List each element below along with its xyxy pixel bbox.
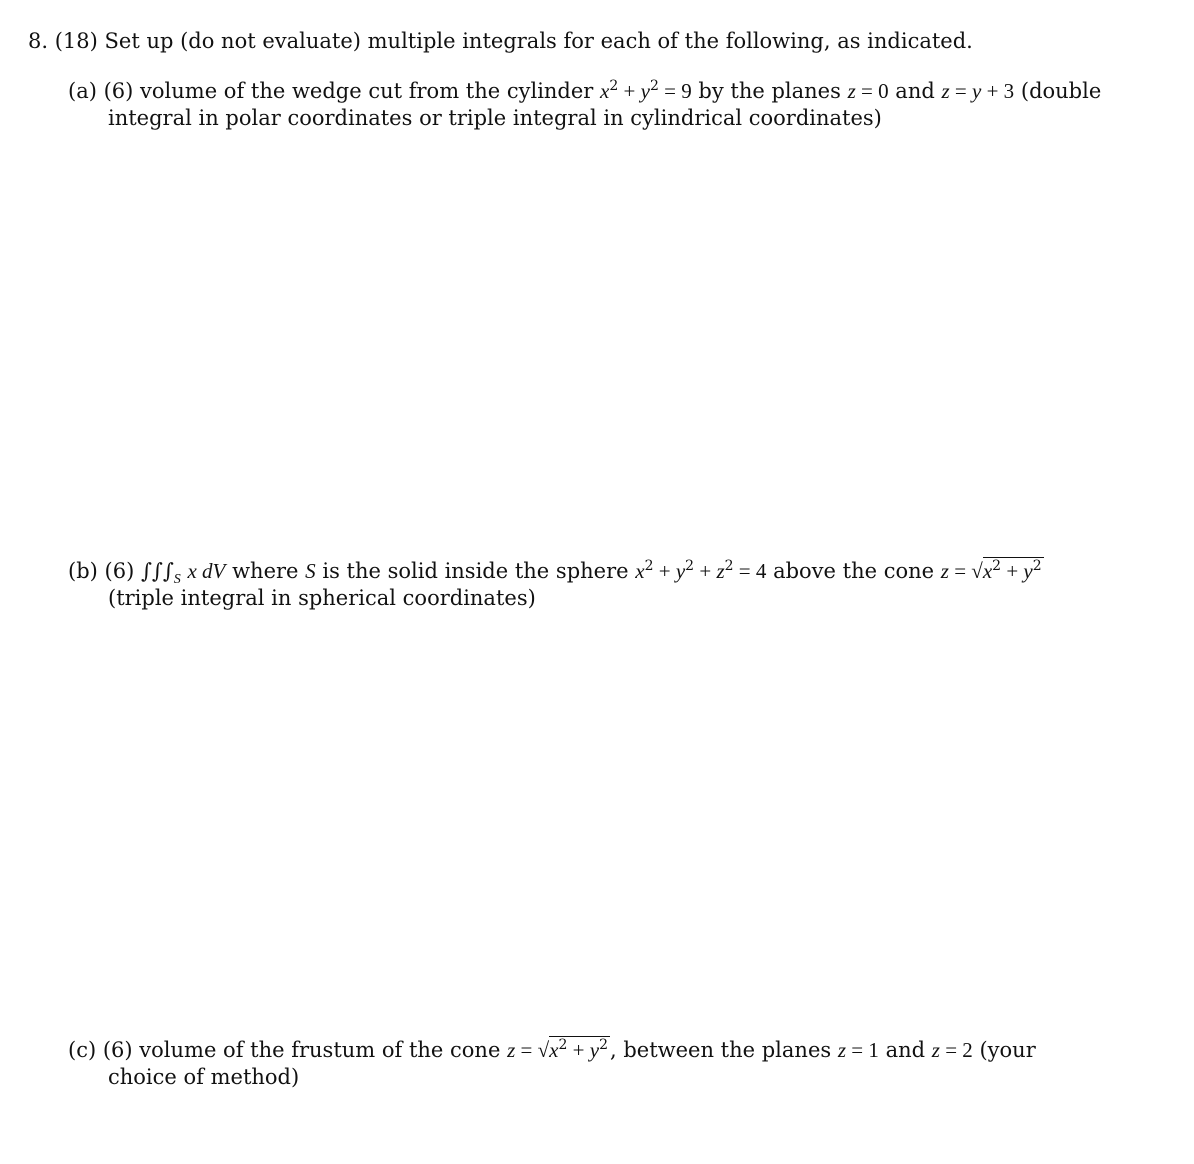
part-b-text-1: where bbox=[232, 559, 299, 583]
part-b-text-3: above the cone bbox=[773, 559, 935, 583]
problem-header bbox=[28, 28, 973, 55]
part-a-text-3: and bbox=[895, 79, 935, 103]
part-b-points: (6) bbox=[104, 559, 135, 583]
part-c-text-1: volume of the frustum of the cone bbox=[139, 1038, 501, 1062]
problem-number: 8. bbox=[28, 29, 49, 53]
part-b-label: (b) bbox=[68, 559, 98, 583]
part-a-text-4: (double bbox=[1020, 79, 1102, 103]
part-c-text-2: , between the planes bbox=[609, 1038, 832, 1062]
part-c-points: (6) bbox=[102, 1038, 133, 1062]
part-b-solid-symbol: S bbox=[305, 559, 316, 583]
part-c-plane-2: z = 2 bbox=[931, 1038, 973, 1062]
part-b-text-2: is the solid inside the sphere bbox=[322, 559, 629, 583]
part-b-line-1 bbox=[68, 558, 1044, 588]
part-c-label: (c) bbox=[68, 1038, 97, 1062]
part-a-text-1: volume of the wedge cut from the cylinder bbox=[140, 79, 594, 103]
part-b-line-2: (triple integral in spherical coordinates) bbox=[108, 586, 536, 610]
part-c-text-4: (your bbox=[979, 1038, 1036, 1062]
part-a-points: (6) bbox=[103, 79, 134, 103]
part-c-line-2: choice of method) bbox=[108, 1065, 300, 1089]
part-b-integral: $\int\int\int_S$ x dV bbox=[140, 559, 226, 588]
part-b-sphere-equation: $x^2 + y^2 + z^2 = 4$ bbox=[635, 558, 767, 583]
part-a-line-1 bbox=[68, 78, 1101, 105]
part-a-plane-1: z = 0 bbox=[847, 79, 889, 103]
part-c-cone-equation: $z = √x^2 + y^2$ bbox=[507, 1037, 608, 1062]
part-a-label: (a) bbox=[68, 79, 97, 103]
part-a-text-2: by the planes bbox=[698, 79, 841, 103]
part-c-plane-1: z = 1 bbox=[837, 1038, 879, 1062]
part-a-cylinder-equation: $x^2 + y^2 = 9$ bbox=[600, 78, 692, 103]
problem-points: (18) bbox=[54, 29, 98, 53]
part-c-text-3: and bbox=[885, 1038, 926, 1062]
part-c-line-1 bbox=[68, 1037, 1036, 1064]
part-a-line-2: integral in polar coordinates or triple integral in cylindrical coordinates) bbox=[108, 106, 882, 130]
part-b-cone-equation: $z = √x^2 + y^2$ bbox=[940, 558, 1042, 583]
part-a-plane-2: z = y + 3 bbox=[941, 79, 1015, 103]
problem-instruction: Set up (do not evaluate) multiple integrals for each of the following, as indicated. bbox=[104, 29, 973, 53]
